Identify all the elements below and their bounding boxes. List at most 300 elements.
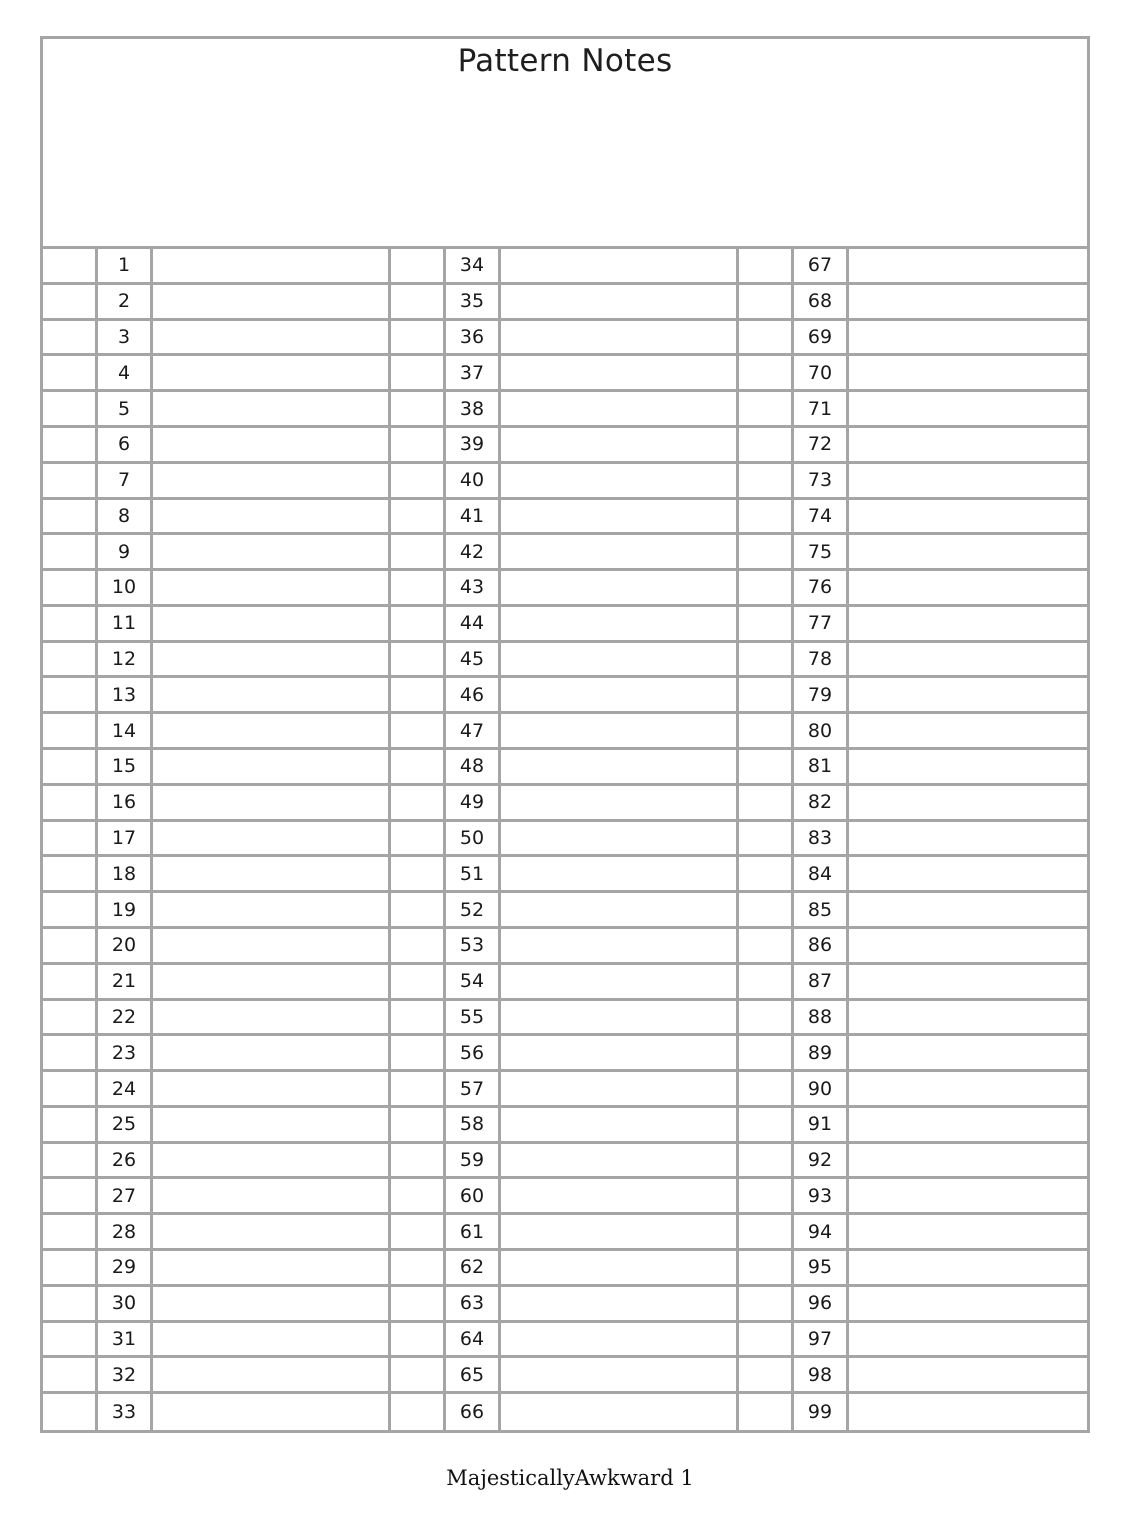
row-note-cell[interactable] <box>153 1323 391 1359</box>
row-number: 69 <box>794 321 849 357</box>
row-number: 46 <box>446 678 501 714</box>
row-check-cell[interactable] <box>43 643 98 679</box>
row-number: 21 <box>98 965 153 1001</box>
row-number: 70 <box>794 356 849 392</box>
row-check-cell[interactable] <box>739 321 794 357</box>
row-number: 66 <box>446 1394 501 1430</box>
row-check-cell[interactable] <box>391 321 446 357</box>
row-number: 24 <box>98 1072 153 1108</box>
row-number: 88 <box>794 1001 849 1037</box>
row-note-cell[interactable] <box>153 607 391 643</box>
row-check-cell[interactable] <box>43 249 98 285</box>
row-number: 61 <box>446 1215 501 1251</box>
row-note-cell[interactable] <box>501 1287 739 1323</box>
row-check-cell[interactable] <box>43 929 98 965</box>
row-check-cell[interactable] <box>43 500 98 536</box>
row-check-cell[interactable] <box>391 1215 446 1251</box>
row-note-cell[interactable] <box>153 1358 391 1394</box>
row-check-cell[interactable] <box>391 500 446 536</box>
row-number: 30 <box>98 1287 153 1323</box>
row-number: 93 <box>794 1179 849 1215</box>
row-check-cell[interactable] <box>391 356 446 392</box>
row-note-cell[interactable] <box>501 607 739 643</box>
row-number: 63 <box>446 1287 501 1323</box>
row-note-cell[interactable] <box>153 893 391 929</box>
row-note-cell[interactable] <box>849 714 1087 750</box>
row-number: 45 <box>446 643 501 679</box>
row-check-cell[interactable] <box>391 1287 446 1323</box>
row-check-cell[interactable] <box>43 1394 98 1430</box>
row-note-cell[interactable] <box>849 464 1087 500</box>
row-note-cell[interactable] <box>501 356 739 392</box>
page-title: Pattern Notes <box>457 43 673 79</box>
row-number: 64 <box>446 1323 501 1359</box>
row-check-cell[interactable] <box>391 929 446 965</box>
row-note-cell[interactable] <box>153 392 391 428</box>
row-check-cell[interactable] <box>739 1358 794 1394</box>
row-check-cell[interactable] <box>43 571 98 607</box>
row-check-cell[interactable] <box>43 965 98 1001</box>
row-note-cell[interactable] <box>153 822 391 858</box>
row-number: 13 <box>98 678 153 714</box>
row-check-cell[interactable] <box>391 464 446 500</box>
row-note-cell[interactable] <box>501 500 739 536</box>
row-check-cell[interactable] <box>43 1323 98 1359</box>
row-check-cell[interactable] <box>43 822 98 858</box>
row-check-cell[interactable] <box>391 1001 446 1037</box>
row-check-cell[interactable] <box>739 1251 794 1287</box>
row-note-cell[interactable] <box>501 428 739 464</box>
row-check-cell[interactable] <box>43 321 98 357</box>
row-note-cell[interactable] <box>501 1036 739 1072</box>
row-number: 19 <box>98 893 153 929</box>
row-check-cell[interactable] <box>391 392 446 428</box>
row-note-cell[interactable] <box>501 1394 739 1430</box>
row-note-cell[interactable] <box>849 321 1087 357</box>
row-note-cell[interactable] <box>849 1108 1087 1144</box>
row-note-cell[interactable] <box>153 1179 391 1215</box>
row-number: 37 <box>446 356 501 392</box>
row-check-cell[interactable] <box>739 1179 794 1215</box>
row-number: 89 <box>794 1036 849 1072</box>
row-note-cell[interactable] <box>501 249 739 285</box>
row-note-cell[interactable] <box>153 1108 391 1144</box>
row-number: 42 <box>446 535 501 571</box>
row-note-cell[interactable] <box>849 1287 1087 1323</box>
row-note-cell[interactable] <box>153 714 391 750</box>
row-note-cell[interactable] <box>849 500 1087 536</box>
row-check-cell[interactable] <box>739 1072 794 1108</box>
row-check-cell[interactable] <box>43 1144 98 1180</box>
row-number: 36 <box>446 321 501 357</box>
row-number: 78 <box>794 643 849 679</box>
row-number: 11 <box>98 607 153 643</box>
row-number: 81 <box>794 750 849 786</box>
row-note-cell[interactable] <box>153 857 391 893</box>
row-note-cell[interactable] <box>849 643 1087 679</box>
row-number: 29 <box>98 1251 153 1287</box>
row-note-cell[interactable] <box>849 1323 1087 1359</box>
row-number: 74 <box>794 500 849 536</box>
row-number: 41 <box>446 500 501 536</box>
row-note-cell[interactable] <box>849 1144 1087 1180</box>
row-note-cell[interactable] <box>153 1215 391 1251</box>
notes-area[interactable] <box>43 39 1087 249</box>
row-check-cell[interactable] <box>43 607 98 643</box>
row-check-cell[interactable] <box>739 428 794 464</box>
row-note-cell[interactable] <box>153 535 391 571</box>
row-number: 76 <box>794 571 849 607</box>
row-note-cell[interactable] <box>501 1358 739 1394</box>
row-check-cell[interactable] <box>391 965 446 1001</box>
row-note-cell[interactable] <box>849 535 1087 571</box>
row-check-cell[interactable] <box>43 356 98 392</box>
row-note-cell[interactable] <box>849 965 1087 1001</box>
row-number: 43 <box>446 571 501 607</box>
row-check-cell[interactable] <box>739 786 794 822</box>
row-number: 44 <box>446 607 501 643</box>
row-note-cell[interactable] <box>153 356 391 392</box>
row-number: 58 <box>446 1108 501 1144</box>
row-number: 14 <box>98 714 153 750</box>
row-number: 80 <box>794 714 849 750</box>
row-number: 33 <box>98 1394 153 1430</box>
row-check-cell[interactable] <box>739 929 794 965</box>
row-check-cell[interactable] <box>391 643 446 679</box>
row-number: 9 <box>98 535 153 571</box>
row-note-cell[interactable] <box>501 893 739 929</box>
row-note-cell[interactable] <box>501 750 739 786</box>
row-note-cell[interactable] <box>849 1001 1087 1037</box>
row-check-cell[interactable] <box>43 1215 98 1251</box>
row-number: 2 <box>98 285 153 321</box>
row-number: 96 <box>794 1287 849 1323</box>
row-number: 98 <box>794 1358 849 1394</box>
row-number: 32 <box>98 1358 153 1394</box>
row-number: 94 <box>794 1215 849 1251</box>
row-number: 55 <box>446 1001 501 1037</box>
row-note-cell[interactable] <box>501 1072 739 1108</box>
row-note-cell[interactable] <box>849 392 1087 428</box>
row-check-cell[interactable] <box>739 643 794 679</box>
row-note-cell[interactable] <box>153 464 391 500</box>
row-check-cell[interactable] <box>391 786 446 822</box>
row-check-cell[interactable] <box>739 392 794 428</box>
row-note-cell[interactable] <box>849 929 1087 965</box>
row-number: 54 <box>446 965 501 1001</box>
row-check-cell[interactable] <box>739 356 794 392</box>
row-number: 50 <box>446 822 501 858</box>
row-note-cell[interactable] <box>153 428 391 464</box>
row-number: 92 <box>794 1144 849 1180</box>
row-note-cell[interactable] <box>849 750 1087 786</box>
row-check-cell[interactable] <box>43 392 98 428</box>
row-note-cell[interactable] <box>501 786 739 822</box>
row-number: 86 <box>794 929 849 965</box>
row-number: 87 <box>794 965 849 1001</box>
row-number: 59 <box>446 1144 501 1180</box>
row-note-cell[interactable] <box>153 1251 391 1287</box>
row-check-cell[interactable] <box>391 1358 446 1394</box>
row-check-cell[interactable] <box>739 1001 794 1037</box>
row-check-cell[interactable] <box>43 428 98 464</box>
row-note-cell[interactable] <box>153 285 391 321</box>
row-note-cell[interactable] <box>501 1251 739 1287</box>
row-number: 65 <box>446 1358 501 1394</box>
row-check-cell[interactable] <box>739 285 794 321</box>
row-check-cell[interactable] <box>391 285 446 321</box>
row-note-cell[interactable] <box>153 1394 391 1430</box>
row-note-cell[interactable] <box>153 1287 391 1323</box>
row-number: 17 <box>98 822 153 858</box>
row-check-cell[interactable] <box>43 857 98 893</box>
row-check-cell[interactable] <box>391 857 446 893</box>
row-note-cell[interactable] <box>501 285 739 321</box>
row-note-cell[interactable] <box>849 1179 1087 1215</box>
row-check-cell[interactable] <box>391 428 446 464</box>
row-check-cell[interactable] <box>43 1072 98 1108</box>
row-note-cell[interactable] <box>153 750 391 786</box>
row-number: 53 <box>446 929 501 965</box>
row-number: 1 <box>98 249 153 285</box>
row-check-cell[interactable] <box>391 1179 446 1215</box>
row-check-cell[interactable] <box>391 750 446 786</box>
row-number: 15 <box>98 750 153 786</box>
row-number: 67 <box>794 249 849 285</box>
row-check-cell[interactable] <box>391 714 446 750</box>
row-number: 35 <box>446 285 501 321</box>
row-number: 10 <box>98 571 153 607</box>
row-note-cell[interactable] <box>849 1358 1087 1394</box>
row-number: 47 <box>446 714 501 750</box>
row-note-cell[interactable] <box>501 929 739 965</box>
row-note-cell[interactable] <box>849 1251 1087 1287</box>
row-number: 38 <box>446 392 501 428</box>
row-check-cell[interactable] <box>739 464 794 500</box>
row-check-cell[interactable] <box>739 1215 794 1251</box>
row-number: 60 <box>446 1179 501 1215</box>
row-number: 6 <box>98 428 153 464</box>
row-number: 23 <box>98 1036 153 1072</box>
row-note-cell[interactable] <box>153 1036 391 1072</box>
row-check-cell[interactable] <box>43 714 98 750</box>
row-check-cell[interactable] <box>739 500 794 536</box>
row-note-cell[interactable] <box>849 285 1087 321</box>
row-check-cell[interactable] <box>739 1108 794 1144</box>
row-check-cell[interactable] <box>391 1144 446 1180</box>
row-number: 62 <box>446 1251 501 1287</box>
row-check-cell[interactable] <box>43 1251 98 1287</box>
row-note-cell[interactable] <box>153 1001 391 1037</box>
row-number: 52 <box>446 893 501 929</box>
row-number: 22 <box>98 1001 153 1037</box>
row-note-cell[interactable] <box>501 965 739 1001</box>
row-check-cell[interactable] <box>739 1144 794 1180</box>
row-number: 72 <box>794 428 849 464</box>
row-number: 16 <box>98 786 153 822</box>
row-check-cell[interactable] <box>391 571 446 607</box>
row-number: 79 <box>794 678 849 714</box>
row-note-cell[interactable] <box>501 643 739 679</box>
row-number: 75 <box>794 535 849 571</box>
row-note-cell[interactable] <box>849 1036 1087 1072</box>
row-number: 51 <box>446 857 501 893</box>
row-check-cell[interactable] <box>739 965 794 1001</box>
page-footer: MajesticallyAwkward 1 <box>446 1466 694 1490</box>
row-number: 56 <box>446 1036 501 1072</box>
row-note-cell[interactable] <box>501 714 739 750</box>
row-number: 28 <box>98 1215 153 1251</box>
row-note-cell[interactable] <box>153 929 391 965</box>
row-check-cell[interactable] <box>739 750 794 786</box>
row-note-cell[interactable] <box>849 678 1087 714</box>
row-check-cell[interactable] <box>739 822 794 858</box>
row-note-cell[interactable] <box>153 1144 391 1180</box>
row-check-cell[interactable] <box>43 464 98 500</box>
row-check-cell[interactable] <box>739 857 794 893</box>
row-note-cell[interactable] <box>501 535 739 571</box>
row-number: 3 <box>98 321 153 357</box>
row-check-cell[interactable] <box>739 571 794 607</box>
row-check-cell[interactable] <box>739 1287 794 1323</box>
row-number: 71 <box>794 392 849 428</box>
row-note-cell[interactable] <box>153 571 391 607</box>
row-note-cell[interactable] <box>153 643 391 679</box>
row-number: 82 <box>794 786 849 822</box>
row-number: 4 <box>98 356 153 392</box>
row-number: 8 <box>98 500 153 536</box>
row-number: 40 <box>446 464 501 500</box>
row-check-cell[interactable] <box>391 893 446 929</box>
row-number: 31 <box>98 1323 153 1359</box>
row-check-cell[interactable] <box>739 1036 794 1072</box>
row-note-cell[interactable] <box>849 607 1087 643</box>
row-note-cell[interactable] <box>153 678 391 714</box>
pattern-notes-sheet <box>40 36 1090 1433</box>
row-check-cell[interactable] <box>739 249 794 285</box>
row-note-cell[interactable] <box>849 893 1087 929</box>
row-check-cell[interactable] <box>391 678 446 714</box>
row-number: 83 <box>794 822 849 858</box>
row-note-cell[interactable] <box>849 249 1087 285</box>
row-check-cell[interactable] <box>43 1001 98 1037</box>
row-check-cell[interactable] <box>739 1394 794 1430</box>
row-check-cell[interactable] <box>391 822 446 858</box>
row-check-cell[interactable] <box>391 1394 446 1430</box>
row-note-cell[interactable] <box>153 321 391 357</box>
row-check-cell[interactable] <box>43 750 98 786</box>
row-check-cell[interactable] <box>739 893 794 929</box>
row-check-cell[interactable] <box>43 1358 98 1394</box>
row-note-cell[interactable] <box>849 1215 1087 1251</box>
row-number: 34 <box>446 249 501 285</box>
row-check-cell[interactable] <box>391 1108 446 1144</box>
row-check-cell[interactable] <box>43 1108 98 1144</box>
row-check-cell[interactable] <box>391 1072 446 1108</box>
row-check-cell[interactable] <box>739 607 794 643</box>
row-note-cell[interactable] <box>849 786 1087 822</box>
row-note-cell[interactable] <box>501 857 739 893</box>
row-check-cell[interactable] <box>43 678 98 714</box>
row-number: 7 <box>98 464 153 500</box>
row-number: 5 <box>98 392 153 428</box>
row-check-cell[interactable] <box>43 893 98 929</box>
row-check-cell[interactable] <box>43 786 98 822</box>
row-check-cell[interactable] <box>739 1323 794 1359</box>
row-number: 84 <box>794 857 849 893</box>
row-check-cell[interactable] <box>43 1287 98 1323</box>
row-note-cell[interactable] <box>153 249 391 285</box>
numbered-row-grid <box>43 249 1087 1430</box>
row-note-cell[interactable] <box>849 356 1087 392</box>
row-note-cell[interactable] <box>153 500 391 536</box>
row-note-cell[interactable] <box>849 1394 1087 1430</box>
row-number: 85 <box>794 893 849 929</box>
row-note-cell[interactable] <box>501 392 739 428</box>
row-note-cell[interactable] <box>501 1215 739 1251</box>
row-number: 90 <box>794 1072 849 1108</box>
row-check-cell[interactable] <box>739 678 794 714</box>
row-check-cell[interactable] <box>391 249 446 285</box>
row-note-cell[interactable] <box>501 464 739 500</box>
row-note-cell[interactable] <box>849 822 1087 858</box>
row-check-cell[interactable] <box>391 1323 446 1359</box>
row-number: 97 <box>794 1323 849 1359</box>
row-check-cell[interactable] <box>43 285 98 321</box>
row-note-cell[interactable] <box>501 1108 739 1144</box>
row-note-cell[interactable] <box>849 1072 1087 1108</box>
row-check-cell[interactable] <box>43 535 98 571</box>
row-number: 20 <box>98 929 153 965</box>
row-note-cell[interactable] <box>849 857 1087 893</box>
row-check-cell[interactable] <box>43 1179 98 1215</box>
row-note-cell[interactable] <box>501 822 739 858</box>
row-check-cell[interactable] <box>391 1251 446 1287</box>
row-note-cell[interactable] <box>153 1072 391 1108</box>
row-number: 73 <box>794 464 849 500</box>
row-number: 68 <box>794 285 849 321</box>
row-check-cell[interactable] <box>391 607 446 643</box>
row-note-cell[interactable] <box>153 965 391 1001</box>
row-number: 12 <box>98 643 153 679</box>
row-note-cell[interactable] <box>501 1001 739 1037</box>
row-check-cell[interactable] <box>739 535 794 571</box>
row-note-cell[interactable] <box>501 321 739 357</box>
row-note-cell[interactable] <box>501 678 739 714</box>
row-number: 48 <box>446 750 501 786</box>
row-check-cell[interactable] <box>391 1036 446 1072</box>
row-number: 95 <box>794 1251 849 1287</box>
row-number: 39 <box>446 428 501 464</box>
row-number: 91 <box>794 1108 849 1144</box>
row-note-cell[interactable] <box>501 571 739 607</box>
row-note-cell[interactable] <box>849 428 1087 464</box>
row-note-cell[interactable] <box>153 786 391 822</box>
row-number: 77 <box>794 607 849 643</box>
row-number: 57 <box>446 1072 501 1108</box>
row-number: 26 <box>98 1144 153 1180</box>
row-note-cell[interactable] <box>849 571 1087 607</box>
row-check-cell[interactable] <box>391 535 446 571</box>
row-note-cell[interactable] <box>501 1179 739 1215</box>
row-number: 49 <box>446 786 501 822</box>
row-check-cell[interactable] <box>739 714 794 750</box>
row-note-cell[interactable] <box>501 1323 739 1359</box>
row-note-cell[interactable] <box>501 1144 739 1180</box>
row-check-cell[interactable] <box>43 1036 98 1072</box>
row-number: 27 <box>98 1179 153 1215</box>
row-number: 18 <box>98 857 153 893</box>
